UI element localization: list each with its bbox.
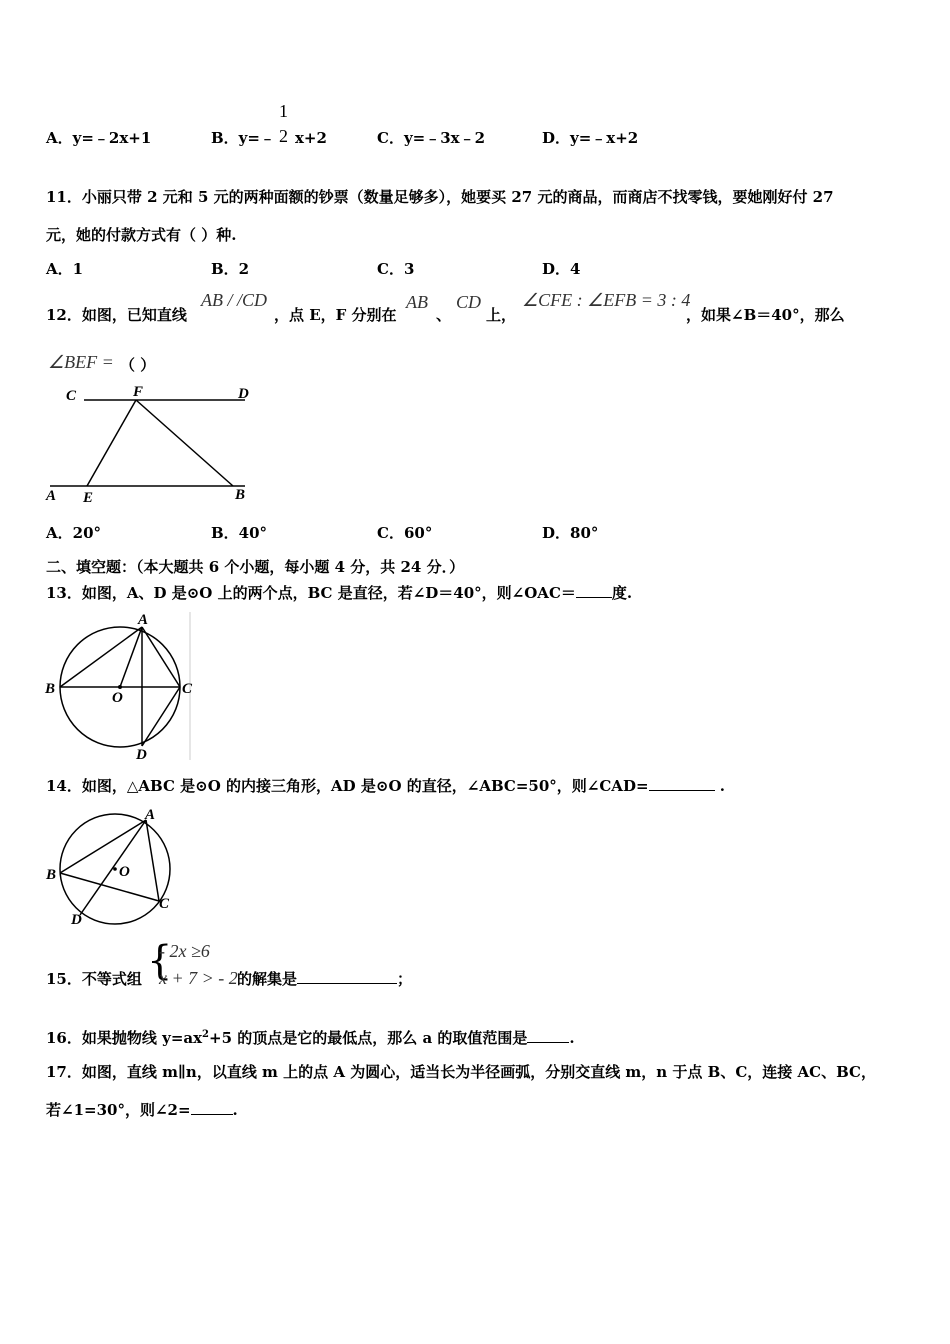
q11-line1: 11．小丽只带 2 元和 5 元的两种面额的钞票（数量足够多），她要买 27 元的商品，而商店不找零钱，要她刚好付 27 bbox=[46, 188, 834, 206]
label-a: A bbox=[138, 612, 149, 628]
q11-option-b: B．2 bbox=[211, 260, 250, 278]
q12-text-5: （ ） bbox=[120, 356, 156, 374]
label-d: D bbox=[238, 386, 249, 402]
q11-option-d: D．4 bbox=[542, 260, 581, 278]
center-o-dot bbox=[118, 685, 122, 689]
chord-ac bbox=[142, 627, 180, 687]
chord-dc bbox=[142, 687, 180, 746]
q14-suffix: . bbox=[714, 777, 725, 795]
label-a: A bbox=[145, 807, 156, 823]
q10-fraction-numerator: 1 bbox=[279, 101, 288, 121]
q12-figure bbox=[40, 380, 270, 510]
q17-line1: 17．如图，直线 m∥n，以直线 m 上的点 A 为圆心，适当长为半径画弧，分别交直线 m，n 于点 B、C，连接 AC、BC， bbox=[46, 1063, 876, 1081]
label-o: O bbox=[112, 690, 123, 706]
q14-text bbox=[46, 775, 725, 796]
q15-prefix: 15．不等式组 bbox=[46, 970, 142, 988]
section-2-heading: 二、填空题：（本大题共 6 个小题，每小题 4 分，共 24 分．） bbox=[46, 558, 465, 576]
center-o-dot bbox=[113, 867, 117, 871]
q12-option-b: B．40° bbox=[211, 524, 268, 542]
q12-option-a: A．20° bbox=[46, 524, 102, 542]
q12-separator: 、 bbox=[436, 306, 452, 324]
q14-figure bbox=[40, 805, 190, 930]
q16-text-b: +5 的顶点是它的最低点，那么 a 的取值范围是 bbox=[209, 1029, 528, 1047]
q16-superscript: 2 bbox=[202, 1029, 210, 1040]
q12-math-cd: CD bbox=[456, 292, 482, 312]
q10-option-b-suffix: x+2 bbox=[294, 129, 327, 147]
q15-text bbox=[237, 968, 412, 989]
label-f: F bbox=[133, 384, 144, 400]
q15-inequality-2: x + 7 > - 2 bbox=[159, 968, 238, 988]
q17-answer-blank[interactable] bbox=[191, 1100, 233, 1115]
q13-question: 13．如图，A、D 是⊙O 上的两个点，BC 是直径，若∠D＝40°，则∠OAC＝ bbox=[46, 584, 576, 602]
q12-text-4: ，如果∠B＝40°，那么 bbox=[686, 306, 845, 324]
q11-line2: 元，她的付款方式有（ ）种. bbox=[46, 226, 237, 244]
q17-line2-text: 若∠1=30°，则∠2= bbox=[46, 1101, 191, 1119]
q10-fraction-denominator: 2 bbox=[279, 126, 288, 146]
radius-ao bbox=[120, 627, 142, 687]
label-b: B bbox=[235, 487, 246, 503]
brace-icon: { bbox=[147, 938, 173, 984]
chord-ab bbox=[60, 627, 142, 687]
q12-math-bef: ∠BEF = bbox=[48, 352, 114, 372]
segment-fe bbox=[87, 400, 136, 486]
q13-answer-blank[interactable] bbox=[576, 583, 612, 598]
q12-option-d: D．80° bbox=[542, 524, 599, 542]
q12-text-2: ，点 E，F 分别在 bbox=[274, 306, 397, 324]
q15-inequality-1: - 2x ≥6 bbox=[159, 941, 210, 961]
q11-option-a: A．1 bbox=[46, 260, 84, 278]
label-d: D bbox=[136, 747, 147, 762]
q16-end: . bbox=[569, 1029, 575, 1047]
q10-option-d: D．y=﹣x+2 bbox=[542, 129, 639, 147]
q12-text-1: 12．如图，已知直线 bbox=[46, 306, 187, 324]
q17-line2-end: . bbox=[232, 1101, 238, 1119]
q14-answer-blank[interactable] bbox=[649, 776, 715, 791]
q15-end: ； bbox=[397, 970, 413, 988]
q16-answer-blank[interactable] bbox=[527, 1028, 569, 1043]
label-c: C bbox=[66, 388, 77, 404]
q12-math-ratio: ∠CFE : ∠EFB = 3 : 4 bbox=[522, 290, 691, 310]
side-ac bbox=[146, 820, 159, 901]
q13-suffix: 度. bbox=[611, 584, 633, 602]
q10-option-b bbox=[211, 127, 327, 148]
q14-question: 14．如图，△ABC 是⊙O 的内接三角形，AD 是⊙O 的直径，∠ABC=50°，则∠CAD= bbox=[46, 777, 649, 795]
label-c: C bbox=[159, 896, 170, 912]
q13-text bbox=[46, 582, 632, 603]
segment-fb bbox=[136, 400, 233, 486]
side-bc bbox=[60, 873, 159, 901]
q12-option-c: C．60° bbox=[377, 524, 433, 542]
label-b: B bbox=[46, 867, 57, 883]
label-d: D bbox=[71, 912, 82, 928]
label-b: B bbox=[45, 681, 56, 697]
q16-text-a: 16．如果抛物线 y=ax bbox=[46, 1029, 203, 1047]
q12-text-3: 上， bbox=[486, 306, 517, 324]
q17-line2 bbox=[46, 1099, 238, 1120]
diameter-ad bbox=[80, 820, 146, 915]
q12-math-parallel: AB / /CD bbox=[201, 290, 267, 310]
q10-option-b-prefix: B．y=﹣ bbox=[211, 129, 275, 147]
q15-suffix: 的解集是 bbox=[237, 970, 298, 988]
label-e: E bbox=[83, 490, 94, 506]
label-c: C bbox=[182, 681, 193, 697]
q12-math-ab: AB bbox=[406, 292, 428, 312]
q10-option-a: A．y=﹣2x+1 bbox=[46, 129, 152, 147]
q10-option-c: C．y=﹣3x﹣2 bbox=[377, 129, 486, 147]
side-ab bbox=[60, 820, 146, 873]
label-a: A bbox=[46, 488, 57, 504]
q16-text bbox=[46, 1027, 575, 1048]
label-o: O bbox=[119, 864, 130, 880]
q15-answer-blank[interactable] bbox=[297, 969, 397, 984]
q13-figure bbox=[40, 610, 200, 762]
q11-option-c: C．3 bbox=[377, 260, 415, 278]
